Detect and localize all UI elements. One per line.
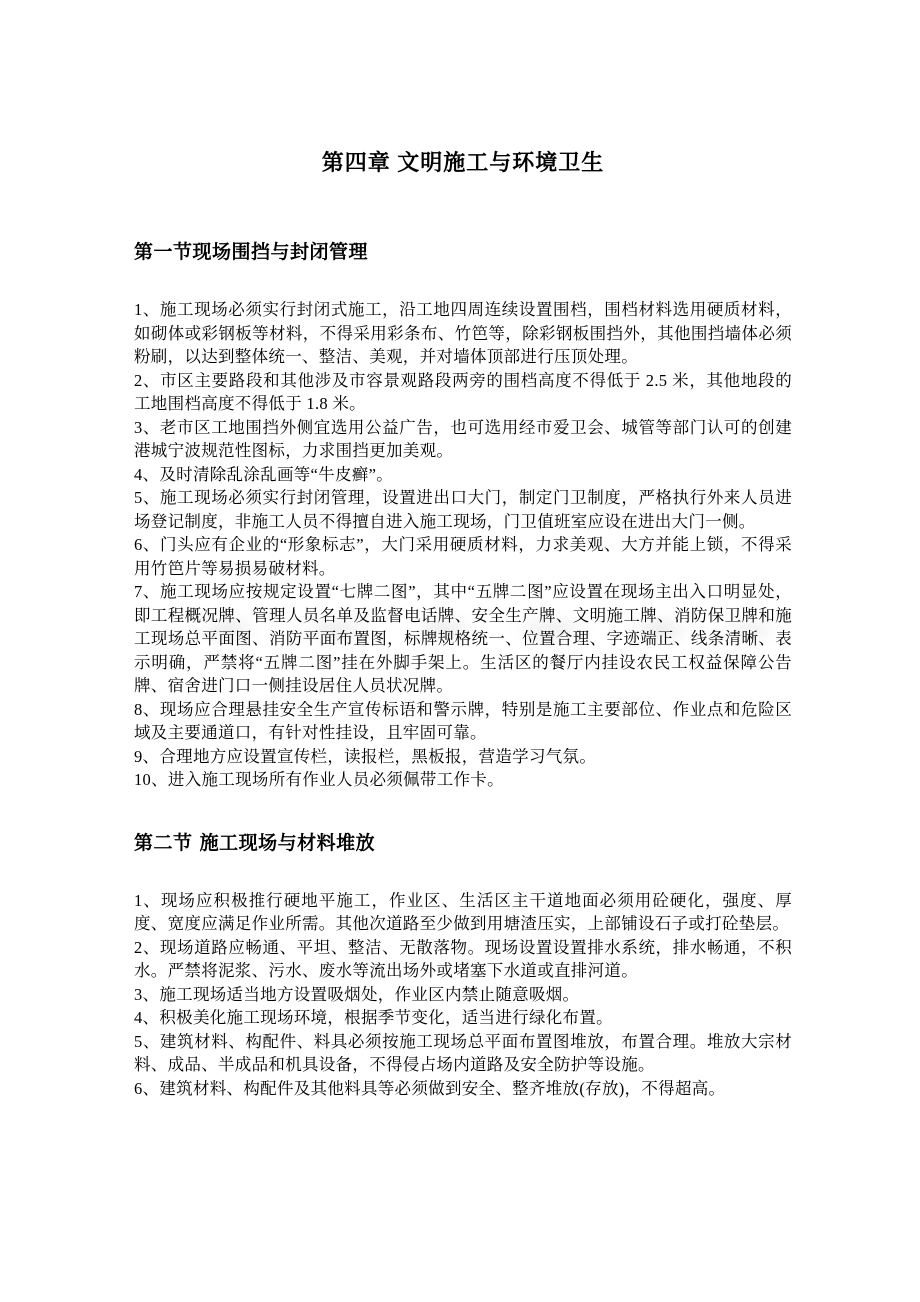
section-2-paragraph-6: 6、建筑材料、构配件及其他料具等必须做到安全、整齐堆放(存放)，不得超高。: [134, 1078, 726, 1098]
section-1-paragraph-4: 4、及时清除乱涂乱画等“牛皮癣”。: [134, 464, 393, 484]
section-1-paragraph-10: 10、进入施工现场所有作业人员必须佩带工作卡。: [134, 770, 504, 789]
section-1-heading: 第一节现场围挡与封闭管理: [134, 241, 369, 263]
section-1-paragraph-5: 5、施工现场必须实行封闭管理，设置进出口大门，制定门卫制度，严格执行外来人员进场登记制度，非施工人员不得擅自进入施工现场，门卫值班室应设在进出大门一侧。: [134, 488, 792, 531]
section-1-paragraph-3: 3、老市区工地围挡外侧宜选用公益广告，也可选用经市爱卫会、城管等部门认可的创建港城宁波规范性图标，力求围挡更加美观。: [134, 417, 792, 460]
section-1-paragraph-6: 6、门头应有企业的“形象标志”，大门采用硬质材料，力求美观、大方并能上锁，不得采用竹笆片等易损易破材料。: [134, 535, 792, 578]
section-2-heading: 第二节 施工现场与材料堆放: [134, 831, 376, 854]
section-2-paragraph-5: 5、建筑材料、构配件、料具必须按施工现场总平面布置图堆放，布置合理。堆放大宗材料、成品、半成品和机具设备，不得侵占场内道路及安全防护等设施。: [134, 1031, 792, 1074]
section-2-paragraph-2: 2、现场道路应畅通、平坦、整洁、无散落物。现场设置设置排水系统，排水畅通，不积水。严禁将泥浆、污水、废水等流出场外或堵塞下水道或直排河道。: [134, 937, 792, 980]
section-2-paragraph-3: 3、施工现场适当地方设置吸烟处，作业区内禁止随意吸烟。: [134, 984, 580, 1004]
chapter-title: 第四章 文明施工与环境卫生: [321, 150, 605, 175]
section-1-paragraph-1: 1、施工现场必须实行封闭式施工，沿工地四周连续设置围档，围档材料选用硬质材料，如砌体或彩钢板等材料，不得采用彩条布、竹笆等，除彩钢板围挡外，其他围挡墙体必须粉刷，以达到整体统一、整洁、美观，并对墙体顶部进行压顶处理。: [134, 300, 792, 366]
section-1-paragraph-2: 2、市区主要路段和其他涉及市容景观路段两旁的围档高度不得低于 2.5 米，其他地段的工地围档高度不得低于 1.8 米。: [134, 370, 792, 413]
section-1-paragraph-8: 8、现场应合理悬挂安全生产宣传标语和警示牌，特别是施工主要部位、作业点和危险区域及主要通道口，有针对性挂设，且牢固可靠。: [134, 699, 792, 742]
section-2-paragraph-4: 4、积极美化施工现场环境，根据季节变化，适当进行绿化布置。: [134, 1008, 613, 1027]
section-1-paragraph-9: 9、合理地方应设置宣传栏，读报栏，黑板报，营造学习气氛。: [134, 746, 597, 766]
section-2-paragraph-1: 1、现场应积极推行硬地平施工，作业区、生活区主干道地面必须用砼硬化，强度、厚度、宽度应满足作业所需。其他次道路至少做到用塘渣压实，上部铺设石子或打砼垫层。: [134, 890, 792, 933]
document-page: [134, 0, 792, 1100]
section-1-paragraph-7: 7、施工现场应按规定设置“七牌二图”，其中“五牌二图”应设置在现场主出入口明显处，即工程概况牌、管理人员名单及监督电话牌、安全生产牌、文明施工牌、消防保卫牌和施工现场总平面图、消防平面布置图，标牌规格统一、位置合理、字迹端正、线条清晰、表示明确，严禁将“五牌二图”挂在外脚手架上。生活区的餐厅内挂设农民工权益保障公告牌、宿舍进门口一侧挂设居住人员状况牌。: [134, 582, 792, 695]
